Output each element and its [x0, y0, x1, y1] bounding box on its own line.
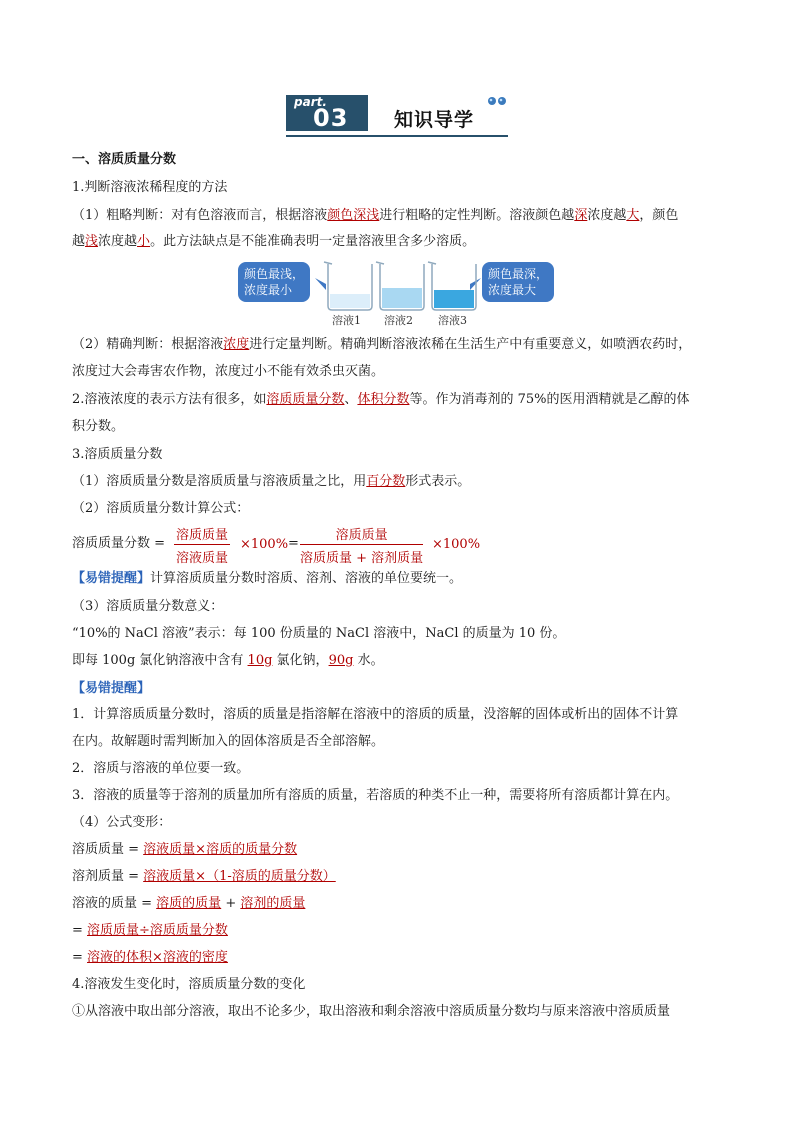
- paragraph: （1）粗略判断：对有色溶液而言，根据溶液颜色深浅进行粗略的定性判断。溶液颜色越深浓度越大，颜色: [72, 208, 679, 223]
- formula-variant: = 溶质质量÷溶质质量分数: [72, 923, 228, 938]
- decor-dots-icon: [487, 95, 509, 109]
- paragraph: 即每 100g 氯化钠溶液中含有 10g 氯化钠，90g 水。: [72, 653, 384, 668]
- paragraph: （3）溶质质量分数意义：: [72, 599, 224, 614]
- beaker-figure: [236, 256, 556, 328]
- paragraph: （2）精确判断：根据溶液浓度进行定量判断。精确判断溶液浓稀在生活生产中有重要意义，如喷洒农药时，: [72, 337, 692, 352]
- fraction-1: 溶质质量 溶液质量: [174, 524, 230, 566]
- paragraph: （4）公式变形：: [72, 815, 172, 830]
- section-heading: 一、溶质质量分数: [72, 152, 177, 167]
- paragraph: （2）溶质质量分数计算公式：: [72, 501, 250, 516]
- part-badge: [286, 95, 368, 131]
- paragraph: 浓度过大会毒害农作物，浓度过小不能有效杀虫灭菌。: [72, 364, 385, 379]
- tip-heading: 【易错提醒】: [72, 681, 151, 696]
- beaker-label: 溶液3: [438, 314, 467, 327]
- formula-variant: = 溶液的体积×溶液的密度: [72, 950, 228, 965]
- formula-variant: 溶液的质量 = 溶质的质量 + 溶剂的质量: [72, 896, 306, 911]
- paragraph: 积分数。: [72, 419, 125, 434]
- times-100: ×100%: [240, 537, 289, 552]
- paragraph: 在内。故解题时需判断加入的固体溶质是否全部溶解。: [72, 734, 385, 749]
- formula-variant: 溶剂质量 = 溶液质量×（1-溶质的质量分数）: [72, 869, 336, 884]
- paragraph: 3．溶液的质量等于溶剂的质量加所有溶质的质量，若溶质的种类不止一种，需要将所有溶质都计算在内。: [72, 788, 679, 803]
- paragraph: 1．计算溶质质量分数时，溶质的质量是指溶解在溶液中的溶质的质量，没溶解的固体或析出的固体不计算: [72, 707, 679, 722]
- paragraph: 2．溶质与溶液的单位要一致。: [72, 761, 250, 776]
- beaker-label: 溶液2: [384, 314, 413, 327]
- paragraph: 2.溶液浓度的表示方法有很多，如溶质质量分数、体积分数等。作为消毒剂的 75%的医用酒精就是乙醇的体: [72, 392, 690, 407]
- part-number: 03: [313, 104, 349, 132]
- paragraph: “10%的 NaCl 溶液”表示：每 100 份质量的 NaCl 溶液中，NaCl 的质量为 10 份。: [72, 626, 566, 641]
- formula-lhs: 溶质质量分数 =: [72, 536, 166, 551]
- paragraph: ①从溶液中取出部分溶液，取出不论多少，取出溶液和剩余溶液中溶质质量分数均与原来溶液中溶质质量: [72, 1004, 671, 1019]
- beaker-label: 溶液1: [332, 314, 361, 327]
- paragraph: 3.溶质质量分数: [72, 447, 163, 462]
- times-100: ×100%: [432, 537, 481, 552]
- section-header: [286, 95, 508, 139]
- part-label: part.: [294, 95, 327, 109]
- equals-sign: =: [288, 536, 299, 551]
- right-callout: 颜色最深， 浓度最大: [482, 262, 554, 302]
- section-title: 知识导学: [394, 109, 475, 131]
- paragraph: （1）溶质质量分数是溶质质量与溶液质量之比，用百分数形式表示。: [72, 474, 471, 489]
- paragraph: 1.判断溶液浓稀程度的方法: [72, 180, 228, 195]
- paragraph: 4.溶液发生变化时，溶质质量分数的变化: [72, 977, 306, 992]
- fraction-2: 溶质质量 溶质质量 + 溶剂质量: [300, 524, 423, 566]
- left-callout: 颜色最浅， 浓度最小: [238, 262, 310, 302]
- tip-line: 【易错提醒】计算溶质质量分数时溶质、溶剂、溶液的单位要统一。: [72, 571, 463, 586]
- header-underline: [286, 135, 508, 137]
- paragraph: 越浅浓度越小。此方法缺点是不能准确表明一定量溶液里含多少溶质。: [72, 234, 476, 249]
- formula-variant: 溶质质量 = 溶液质量×溶质的质量分数: [72, 842, 298, 857]
